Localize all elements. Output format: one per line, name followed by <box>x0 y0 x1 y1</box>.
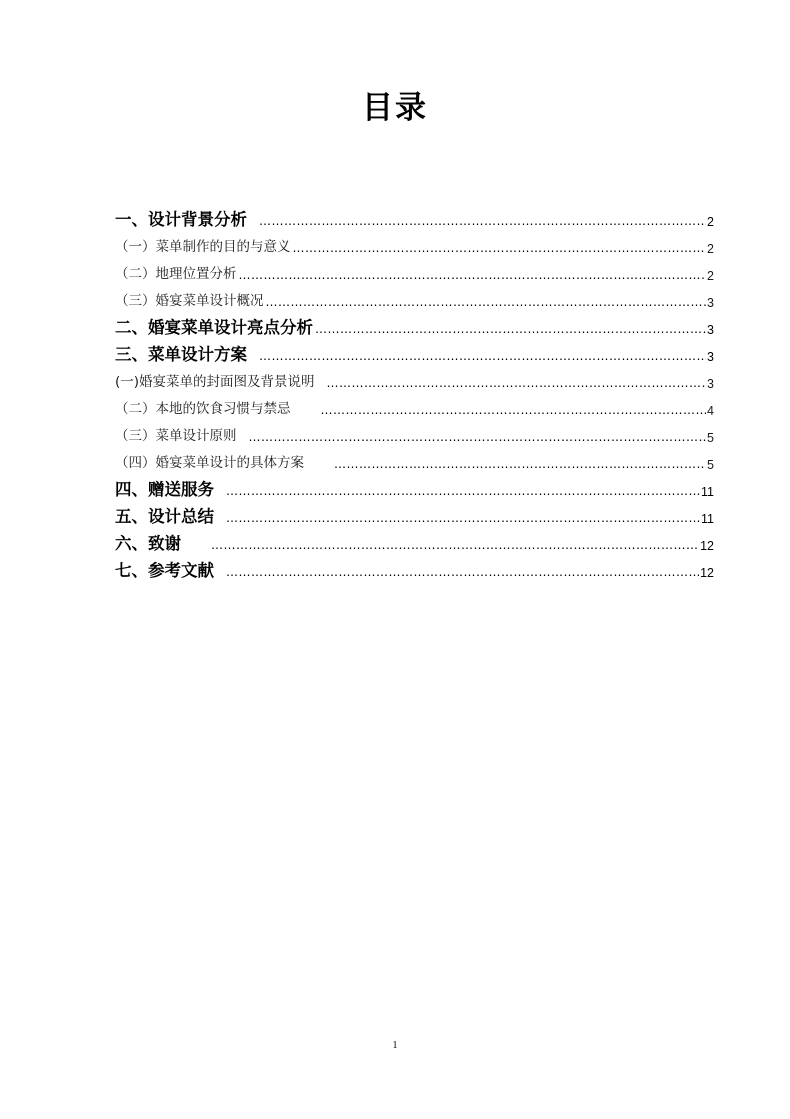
toc-entry-title: 五、设计总结 <box>115 507 214 526</box>
toc-page-number: 4 <box>707 404 714 418</box>
toc-entry[interactable] <box>115 257 714 284</box>
toc-leader-dots <box>327 376 707 392</box>
toc-entry[interactable] <box>115 527 714 554</box>
toc-page-number: 3 <box>707 296 714 310</box>
toc-leader-dots <box>293 241 707 257</box>
toc-entry[interactable] <box>115 338 714 365</box>
table-of-contents <box>115 203 714 581</box>
toc-entry-title: （三）菜单设计原则 <box>115 428 237 444</box>
toc-entry-title: 一、设计背景分析 <box>115 210 247 229</box>
toc-entry[interactable] <box>115 284 714 311</box>
toc-leader-dots <box>239 268 707 284</box>
toc-leader-dots <box>226 565 699 581</box>
toc-entry-title: （二）地理位置分析 <box>115 266 237 282</box>
toc-page-number: 12 <box>700 539 714 553</box>
toc-page-number: 2 <box>707 242 714 256</box>
toc-page-number: 2 <box>707 215 714 229</box>
toc-page-number: 12 <box>700 566 714 580</box>
toc-entry[interactable] <box>115 311 714 338</box>
toc-entry[interactable] <box>115 392 714 419</box>
toc-leader-dots <box>259 349 706 365</box>
toc-entry[interactable] <box>115 500 714 527</box>
toc-page-number: 5 <box>707 431 714 445</box>
toc-page-number: 2 <box>707 269 714 283</box>
toc-entry-title: 六、致谢 <box>115 534 181 553</box>
toc-page-number: 3 <box>707 350 714 364</box>
toc-entry-title: (一)婚宴菜单的封面图及背景说明 <box>115 374 315 390</box>
toc-entry[interactable] <box>115 419 714 446</box>
page-title: 目录 <box>362 90 428 126</box>
toc-entry[interactable] <box>115 365 714 392</box>
page-number: 1 <box>392 1040 398 1051</box>
toc-leader-dots <box>266 295 707 311</box>
toc-entry-title: （二）本地的饮食习惯与禁忌 <box>115 401 291 417</box>
toc-leader-dots <box>226 484 700 500</box>
toc-leader-dots <box>315 322 706 338</box>
toc-entry[interactable] <box>115 446 714 473</box>
toc-entry-title: 三、菜单设计方案 <box>115 345 247 364</box>
toc-entry[interactable] <box>115 473 714 500</box>
toc-page-number: 3 <box>707 377 714 391</box>
toc-leader-dots <box>211 538 699 554</box>
toc-entry-title: 四、赠送服务 <box>115 480 214 499</box>
toc-leader-dots <box>226 511 700 527</box>
toc-entry-title: （四）婚宴菜单设计的具体方案 <box>115 455 304 471</box>
toc-leader-dots <box>259 214 706 230</box>
toc-entry-title: 二、婚宴菜单设计亮点分析 <box>115 318 313 337</box>
toc-leader-dots <box>321 403 707 419</box>
toc-page-number: 11 <box>701 485 714 499</box>
toc-entry-title: 七、参考文献 <box>115 561 214 580</box>
toc-leader-dots <box>249 430 707 446</box>
toc-entry[interactable] <box>115 554 714 581</box>
toc-page-number: 11 <box>701 512 714 526</box>
toc-page-number: 3 <box>707 323 714 337</box>
toc-entry[interactable] <box>115 203 714 230</box>
toc-entry[interactable] <box>115 230 714 257</box>
toc-entry-title: （三）婚宴菜单设计概况 <box>115 293 264 309</box>
toc-entry-title: （一）菜单制作的目的与意义 <box>115 239 291 255</box>
toc-page-number: 5 <box>707 458 714 472</box>
toc-leader-dots <box>334 457 706 473</box>
